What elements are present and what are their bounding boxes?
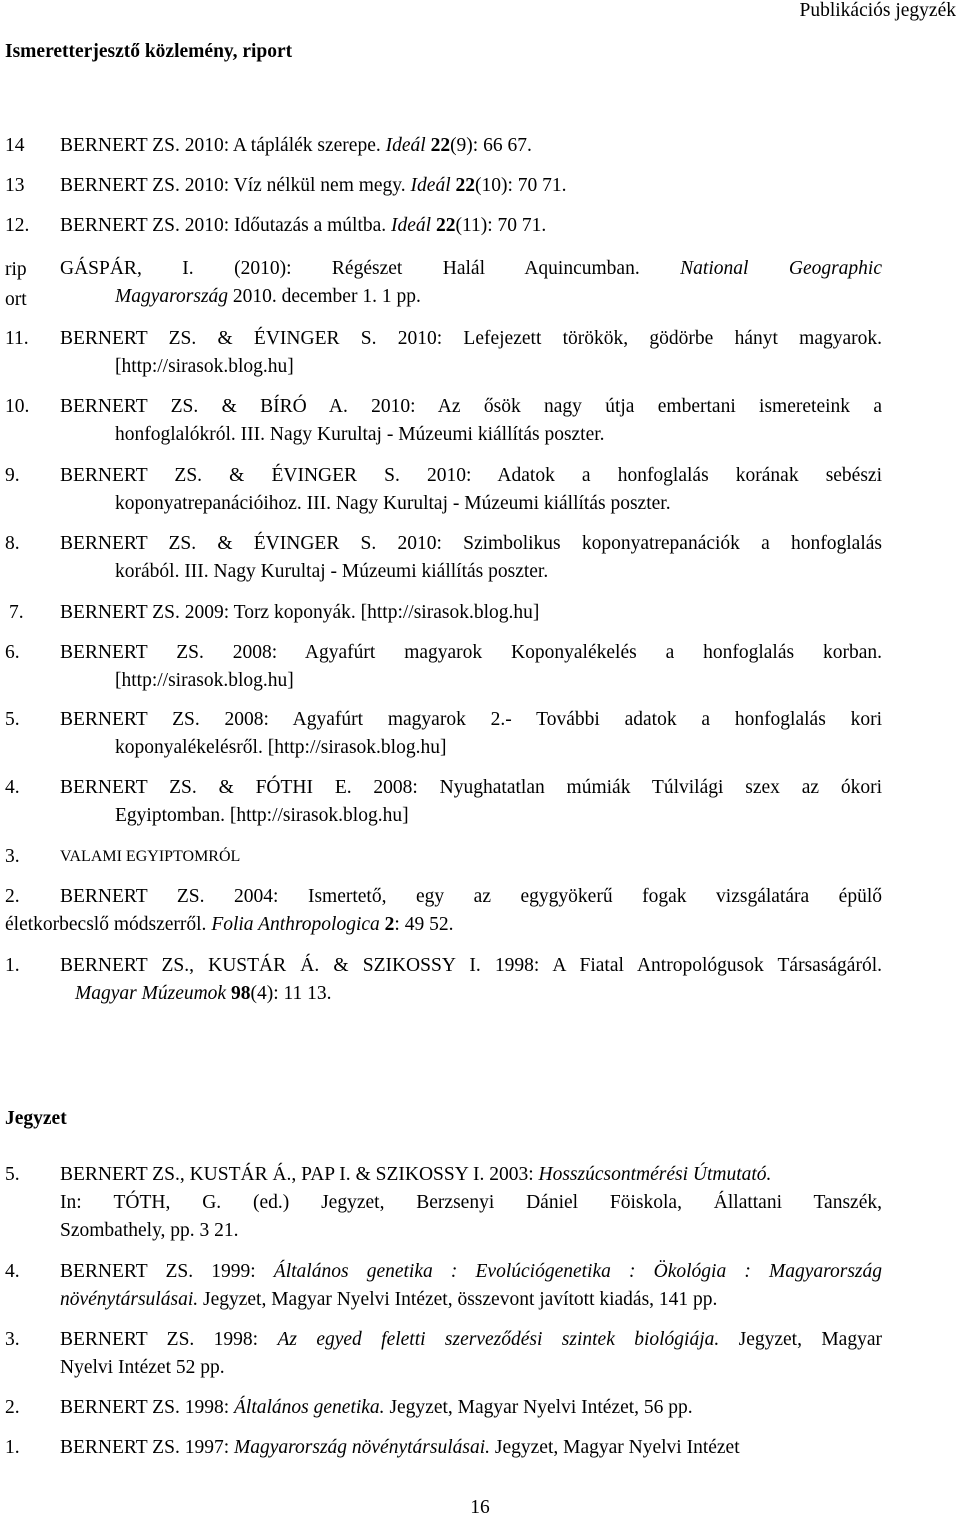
list-item: 6. BERNERT ZS. 2008: Agyafúrt magyarok Koponyalékelés a honfoglalás korban. [http://sirasok.blog.hu] [5,642,882,691]
list-item: 8. BERNERT ZS. & ÉVINGER S. 2010: Szimbolikus koponyatrepanációk a honfoglalás korából. III. Nagy Kurultaj - Múzeumi kiállítás poszter. [5,533,882,582]
list-item: rip ort GÁSPÁR, I. (2010): Régészet Halál Aquincumban. National Geographic Magyarország 2010. december 1. 1 pp. [5,258,883,310]
list-item: 14 BERNERT ZS. 2010: A táplálék szerepe. Ideál 22(9): 66 67. [5,135,532,156]
list-item: 4. BERNERT ZS. 1999: Általános genetika : Evolúciógenetika : Ökológia : Magyarország növénytársulásai. Jegyzet, Magyar Nyelvi Intézet, összevont javított kiadás, 141 pp. [5,1261,883,1310]
list-item: 2. BERNERT ZS. 2004: Ismertető, egy az egygyökerű fogak vizsgálatára épülő életkorbecslő módszerről. Folia Anthropologica 2: 49 52. [5,886,882,935]
section-title-notes: Jegyzet [5,1108,67,1129]
running-header: Publikációs jegyzék [799,0,956,21]
list-item: 1. BERNERT ZS. 1997: Magyarország növénytársulásai. Jegyzet, Magyar Nyelvi Intézet [5,1437,740,1458]
list-item: 12. BERNERT ZS. 2010: Időutazás a múltba. Ideál 22(11): 70 71. [5,215,547,236]
list-item: 10. BERNERT ZS. & BÍRÓ A. 2010: Az ősök nagy útja embertani ismereteink a honfoglalókról. III. Nagy Kurultaj - Múzeumi kiállítás poszter. [5,396,882,445]
list-item: 7. BERNERT ZS. 2009: Torz koponyák. [http://sirasok.blog.hu] [9,602,540,623]
list-item: 3. VALAMI EGYIPTOMRÓL [5,846,241,867]
list-item: 11. BERNERT ZS. & ÉVINGER S. 2010: Lefejezett törökök, gödörbe hányt magyarok. [http://sirasok.blog.hu] [5,328,883,377]
list-item: 5. BERNERT ZS., KUSTÁR Á., PAP I. & SZIKOSSY I. 2003: Hosszúcsontmérési Útmutató. In: TÓTH, G. (ed.) Jegyzet, Berzsenyi Dániel Föiskola, Állattani Tanszék, Szombathely, pp. 3 21. [5,1164,882,1241]
list-item: 13 BERNERT ZS. 2010: Víz nélkül nem megy. Ideál 22(10): 70 71. [5,175,567,196]
list-item: 3. BERNERT ZS. 1998: Az egyed feletti szerveződési szintek biológiája. Jegyzet, Magyar Nyelvi Intézet 52 pp. [5,1329,882,1378]
list-item: 9. BERNERT ZS. & ÉVINGER S. 2010: Adatok a honfoglalás korának sebészi koponyatrepanációihoz. III. Nagy Kurultaj - Múzeumi kiállítás poszter. [5,465,882,514]
list-item: 5. BERNERT ZS. 2008: Agyafúrt magyarok 2.- További adatok a honfoglalás kori koponyalékelésről. [http://sirasok.blog.hu] [5,709,882,758]
list-item: 4. BERNERT ZS. & FÓTHI E. 2008: Nyughatatlan múmiák Túlvilági szex az ókori Egyiptomban. [http://sirasok.blog.hu] [5,777,882,826]
page-number: 16 [470,1497,490,1518]
list-item: 2. BERNERT ZS. 1998: Általános genetika. Jegyzet, Magyar Nyelvi Intézet, 56 pp. [5,1397,693,1418]
list-item: 1. BERNERT ZS., KUSTÁR Á. & SZIKOSSY I. 1998: A Fiatal Antropológusok Társaságáról. Magyar Múzeumok 98(4): 11 13. [5,955,883,1004]
section-title-popular: Ismeretterjesztő közlemény, riport [5,41,293,62]
